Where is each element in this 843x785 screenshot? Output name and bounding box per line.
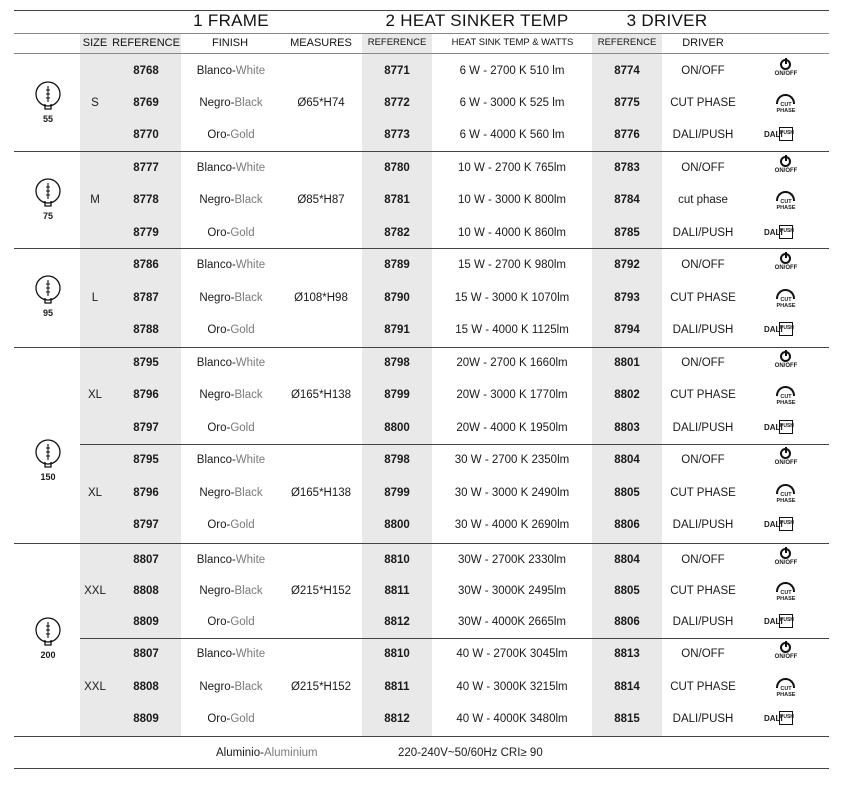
finish-value [180,96,282,110]
material-es: Aluminio- [216,747,264,759]
heat-sink-value: 30 W - 2700 K 2350lm [454,454,570,466]
finish-en: White [235,162,266,174]
row-separator [80,444,829,445]
finish-es: Negro- [199,681,235,693]
size-label: M [90,194,100,206]
size-label: S [91,97,99,109]
heat-reference: 8811 [384,681,410,693]
driver-value: CUT PHASE [670,97,736,109]
heat-reference: 8800 [384,422,410,434]
bulb-size-label: 55 [42,114,53,124]
driver-reference: 8784 [614,194,640,206]
measures-value: Ø215*H152 [290,681,352,693]
finish-value [180,226,282,240]
heat-sink-value: 30W - 3000K 2495lm [457,585,567,597]
frame-reference: 8807 [133,648,159,660]
cut-phase-icon: CUT PHASE [772,483,802,507]
finish-es: Blanco- [196,259,236,271]
heat-sink-value: 10 W - 2700 K 765lm [457,162,567,174]
heat-reference: 8798 [384,454,410,466]
driver-value: CUT PHASE [670,389,736,401]
frame-reference: 8808 [133,681,159,693]
finish-es: Oro- [207,129,231,141]
header-finish: FINISH [211,37,249,49]
heat-reference: 8791 [384,324,410,336]
heat-reference: 8811 [384,585,410,597]
frame-reference: 8796 [133,389,159,401]
finish-value [180,680,282,694]
measures-value: Ø65*H74 [297,97,345,109]
driver-value: DALI/PUSH [672,129,734,141]
cut-phase-icon: CUT PHASE [772,288,802,312]
driver-value: ON/OFF [681,357,725,369]
heat-sink-value: 30W - 2700K 2330lm [457,554,567,566]
finish-value [180,388,282,402]
finish-value [180,64,282,78]
driver-value: ON/OFF [681,554,725,566]
header-reference: REFERENCE [112,37,180,49]
heat-sink-value: 40 W - 4000K 3480lm [456,713,568,725]
heat-reference: 8810 [384,648,410,660]
heat-reference: 8799 [384,389,410,401]
row-separator [14,53,829,54]
frame-reference: 8770 [133,129,159,141]
row-separator [14,248,829,249]
heat-reference: 8798 [384,357,410,369]
dali-push-icon: DALI PUSH [764,419,794,443]
finish-en: Black [234,585,263,597]
row-separator [14,151,829,152]
driver-reference: 8783 [614,162,640,174]
frame-reference: 8797 [133,422,159,434]
measures-value: Ø165*H138 [290,389,352,401]
header-measures: MEASURES [290,37,352,49]
driver-reference: 8806 [614,616,640,628]
bulb-icon [33,177,63,223]
driver-value: DALI/PUSH [672,422,734,434]
driver-reference: 8792 [614,259,640,271]
finish-en: Gold [230,422,255,434]
finish-en: Gold [230,616,255,628]
dali-push-icon: DALI PUSH [764,224,794,248]
driver-value: ON/OFF [681,259,725,271]
heat-reference: 8773 [384,129,410,141]
cut-phase-icon: CUT PHASE [772,190,802,214]
driver-reference: 8815 [614,713,640,725]
finish-value [180,584,282,598]
driver-value: DALI/PUSH [672,227,734,239]
heat-sink-value: 6 W - 4000 K 560 lm [459,129,565,141]
heat-sink-value: 15 W - 3000 K 1070lm [454,292,570,304]
size-label: L [91,292,99,304]
heat-reference: 8790 [384,292,410,304]
header-size: SIZE [82,37,108,49]
dali-push-icon: DALI PUSH [764,126,794,150]
cut-phase-icon: CUT PHASE [772,677,802,701]
finish-en: White [235,648,266,660]
measures-value: Ø165*H138 [290,487,352,499]
finish-value [180,323,282,337]
finish-es: Blanco- [196,648,236,660]
finish-value [180,615,282,629]
material-en: Aluminium [263,747,318,759]
finish-es: Oro- [207,227,231,239]
finish-es: Negro- [199,389,235,401]
finish-en: White [235,259,266,271]
header-heat-sink: HEAT SINK TEMP & WATTS [451,37,574,48]
finish-en: White [235,454,266,466]
bulb-icon [33,616,63,662]
finish-es: Oro- [207,422,231,434]
measures-value: Ø85*H87 [297,194,345,206]
finish-en: Gold [230,324,255,336]
frame-reference: 8779 [133,227,159,239]
driver-reference: 8801 [614,357,640,369]
driver-reference: 8805 [614,487,640,499]
heat-sink-value: 20W - 4000 K 1950lm [456,422,568,434]
header-heat-reference: REFERENCE [367,37,427,48]
driver-reference: 8805 [614,585,640,597]
finish-value [180,193,282,207]
driver-reference: 8785 [614,227,640,239]
bulb-icon [33,438,63,484]
finish-en: Black [234,97,263,109]
row-separator [14,347,829,348]
driver-reference: 8793 [614,292,640,304]
finish-en: White [235,554,266,566]
finish-value [180,647,282,661]
driver-value: cut phase [678,194,728,206]
finish-value [180,453,282,467]
heat-reference: 8812 [384,616,410,628]
heat-sink-value: 30W - 4000K 2665lm [457,616,567,628]
driver-reference: 8813 [614,648,640,660]
dali-push-icon: DALI PUSH [764,321,794,345]
driver-value: ON/OFF [681,454,725,466]
size-label: XXL [84,681,106,693]
driver-value: CUT PHASE [670,487,736,499]
heat-sink-value: 6 W - 2700 K 510 lm [459,65,565,77]
heat-reference: 8789 [384,259,410,271]
heat-sink-value: 20W - 2700 K 1660lm [456,357,568,369]
heat-reference: 8772 [384,97,410,109]
driver-value: DALI/PUSH [672,519,734,531]
finish-es: Oro- [207,616,231,628]
finish-value [180,356,282,370]
size-label: XXL [84,585,106,597]
frame-reference: 8807 [133,554,159,566]
finish-value [180,161,282,175]
heat-sink-value: 30 W - 3000 K 2490lm [454,487,570,499]
heat-sink-value: 15 W - 2700 K 980lm [457,259,567,271]
finish-es: Oro- [207,519,231,531]
finish-es: Blanco- [196,162,236,174]
dali-push-icon: DALI PUSH [764,516,794,540]
cut-phase-icon: CUT PHASE [772,93,802,117]
row-separator [14,736,829,737]
heat-reference: 8799 [384,487,410,499]
size-label: XL [87,389,103,401]
section-title-frame: 1 FRAME [193,11,269,30]
driver-reference: 8776 [614,129,640,141]
heat-reference: 8812 [384,713,410,725]
heat-reference: 8810 [384,554,410,566]
header-driver-reference: REFERENCE [597,37,657,48]
driver-value: DALI/PUSH [672,324,734,336]
frame-reference: 8787 [133,292,159,304]
heat-reference: 8800 [384,519,410,531]
frame-reference: 8796 [133,487,159,499]
heat-sink-value: 6 W - 3000 K 525 lm [459,97,565,109]
header-driver: DRIVER [682,37,724,49]
bulb-size-label: 75 [42,211,53,221]
bulb-icon [33,80,63,126]
finish-es: Negro- [199,585,235,597]
driver-reference: 8806 [614,519,640,531]
finish-en: Black [234,194,263,206]
heat-sink-value: 40 W - 3000K 3215lm [456,681,568,693]
frame-reference: 8769 [133,97,159,109]
driver-value: ON/OFF [681,65,725,77]
finish-en: Gold [230,519,255,531]
finish-es: Blanco- [196,357,236,369]
finish-es: Oro- [207,713,231,725]
bulb-icon [33,274,63,320]
driver-reference: 8775 [614,97,640,109]
driver-reference: 8803 [614,422,640,434]
power-icon: ON/OFF [772,642,802,666]
frame-reference: 8808 [133,585,159,597]
finish-en: Black [234,487,263,499]
driver-reference: 8774 [614,65,640,77]
row-separator [14,10,829,11]
heat-reference: 8781 [384,194,410,206]
driver-value: ON/OFF [681,648,725,660]
frame-reference: 8797 [133,519,159,531]
finish-value [180,486,282,500]
finish-value [180,128,282,142]
cut-phase-icon: CUT PHASE [772,581,802,605]
frame-reference: 8795 [133,357,159,369]
finish-es: Blanco- [196,65,236,77]
frame-reference: 8777 [133,162,159,174]
finish-value [180,258,282,272]
finish-es: Negro- [199,292,235,304]
driver-value: ON/OFF [681,162,725,174]
power-icon: ON/OFF [772,448,802,472]
finish-en: Black [234,292,263,304]
power-icon: ON/OFF [772,351,802,375]
finish-en: Gold [230,713,255,725]
dali-push-icon: DALI PUSH [764,710,794,734]
row-separator [14,543,829,544]
heat-sink-value: 10 W - 3000 K 800lm [457,194,567,206]
frame-reference: 8778 [133,194,159,206]
footer-electrical: 220-240V~50/60Hz CRI≥ 90 [398,747,543,759]
power-icon: ON/OFF [772,548,802,572]
driver-value: DALI/PUSH [672,713,734,725]
driver-reference: 8804 [614,554,640,566]
finish-en: Gold [230,129,255,141]
finish-es: Blanco- [196,554,236,566]
heat-reference: 8780 [384,162,410,174]
finish-en: White [235,65,266,77]
finish-en: White [235,357,266,369]
measures-value: Ø108*H98 [294,292,348,304]
size-label: XL [87,487,103,499]
frame-reference: 8809 [133,616,159,628]
finish-value [180,421,282,435]
finish-value [180,553,282,567]
finish-es: Negro- [199,97,235,109]
bulb-size-label: 95 [42,308,53,318]
finish-value [180,518,282,532]
cut-phase-icon: CUT PHASE [772,385,802,409]
finish-es: Oro- [207,324,231,336]
frame-reference: 8809 [133,713,159,725]
row-separator [14,768,829,769]
driver-reference: 8794 [614,324,640,336]
heat-sink-value: 40 W - 2700K 3045lm [456,648,568,660]
heat-sink-value: 10 W - 4000 K 860lm [457,227,567,239]
driver-value: CUT PHASE [670,681,736,693]
driver-value: CUT PHASE [670,292,736,304]
driver-value: DALI/PUSH [672,616,734,628]
finish-es: Negro- [199,194,235,206]
section-title-heat-sinker: 2 HEAT SINKER TEMP [385,11,569,30]
finish-es: Negro- [199,487,235,499]
heat-reference: 8771 [384,65,410,77]
row-separator [80,638,829,639]
finish-value [180,712,282,726]
row-separator [14,33,829,34]
footer-material [216,746,318,760]
frame-reference: 8788 [133,324,159,336]
finish-value [180,291,282,305]
power-icon: ON/OFF [772,59,802,83]
measures-value: Ø215*H152 [290,585,352,597]
driver-reference: 8814 [614,681,640,693]
section-title-driver: 3 DRIVER [626,11,708,30]
power-icon: ON/OFF [772,253,802,277]
driver-reference: 8802 [614,389,640,401]
bulb-size-label: 200 [40,650,56,660]
frame-reference: 8795 [133,454,159,466]
driver-value: CUT PHASE [670,585,736,597]
heat-reference: 8782 [384,227,410,239]
finish-en: Gold [230,227,255,239]
finish-es: Blanco- [196,454,236,466]
heat-sink-value: 30 W - 4000 K 2690lm [454,519,570,531]
power-icon: ON/OFF [772,156,802,180]
frame-reference: 8768 [133,65,159,77]
frame-reference: 8786 [133,259,159,271]
bulb-size-label: 150 [40,472,56,482]
dali-push-icon: DALI PUSH [764,613,794,637]
finish-en: Black [234,681,263,693]
finish-en: Black [234,389,263,401]
heat-sink-value: 15 W - 4000 K 1125lm [455,324,569,336]
heat-sink-value: 20W - 3000 K 1770lm [456,389,568,401]
driver-reference: 8804 [614,454,640,466]
